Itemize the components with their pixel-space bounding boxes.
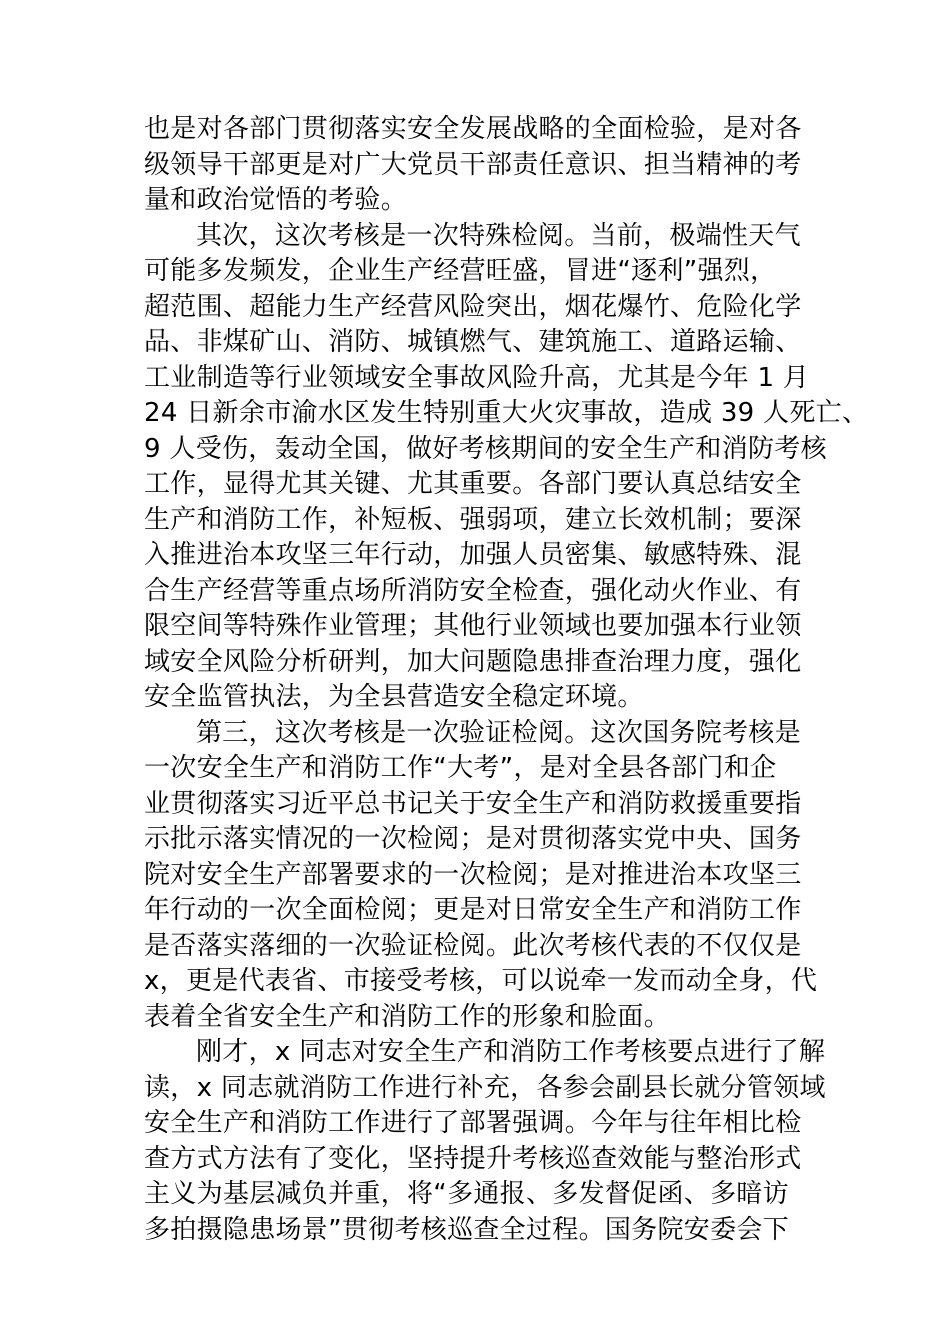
paragraph-start-line: 第三，这次考核是一次验证检阅。这次国务院考核是 <box>196 717 801 748</box>
document-body <box>144 112 869 1248</box>
text-line: 业贯彻落实习近平总书记关于安全生产和消防救援重要指 <box>144 788 802 819</box>
text-line: 也是对各部门贯彻落实安全发展战略的全面检验，是对各 <box>144 114 802 144</box>
text-line: 9 人受伤，轰动全国，做好考核期间的安全生产和消防考核 <box>144 433 827 464</box>
text-line: x，更是代表省、市接受考核，可以说牵一发而动全身，代 <box>144 966 818 996</box>
text-line: 合生产经营等重点场所消防安全检查，强化动火作业、有 <box>144 575 802 606</box>
text-line: 可能多发频发，企业生产经营旺盛，冒进“逐利”强烈， <box>144 256 777 286</box>
text-line: 限空间等特殊作业管理；其他行业领域也要加强本行业领 <box>144 611 802 641</box>
text-line: 生产和消防工作，补短板、强弱项，建立长效机制；要深 <box>144 504 802 535</box>
text-line: 量和政治觉悟的考验。 <box>144 185 408 215</box>
text-line: 示批示落实情况的一次检阅；是对贯彻落实党中央、国务 <box>144 824 802 854</box>
text-line: 表着全省安全生产和消防工作的形象和脸面。 <box>144 1001 671 1032</box>
text-line: 24 日新余市渝水区发生特别重大火灾事故，造成 39 人死亡、 <box>144 398 869 428</box>
text-line: 主义为基层减负并重，将“多通报、多发督促函、多暗访 <box>144 1179 789 1209</box>
text-line: 安全监管执法，为全县营造安全稳定环境。 <box>144 682 644 712</box>
paragraph-start-line: 刚才，x 同志对安全生产和消防工作考核要点进行了解 <box>196 1037 826 1067</box>
text-line: 安全生产和消防工作进行了部署强调。今年与往年相比检 <box>144 1108 802 1138</box>
text-line: 级领导干部更是对广大党员干部责任意识、担当精神的考 <box>144 149 802 180</box>
text-line: 院对安全生产部署要求的一次检阅；是对推进治本攻坚三 <box>144 859 802 890</box>
text-line: 是否落实落细的一次验证检阅。此次考核代表的不仅仅是 <box>144 930 802 961</box>
text-line: 读，x 同志就消防工作进行补充，各参会副县长就分管领域 <box>144 1072 826 1103</box>
text-line: 域安全风险分析研判，加大问题隐患排查治理力度，强化 <box>144 646 802 677</box>
text-line: 品、非煤矿山、消防、城镇燃气、建筑施工、道路运输、 <box>144 327 802 357</box>
text-line: 工业制造等行业领域安全事故风险升高，尤其是今年 1 月 <box>144 362 810 393</box>
text-line: 入推进治本攻坚三年行动，加强人员密集、敏感特殊、混 <box>144 540 802 570</box>
paragraph-start-line: 其次，这次考核是一次特殊检阅。当前，极端性天气 <box>196 220 801 251</box>
text-line: 查方式方法有了变化，坚持提升考核巡查效能与整治形式 <box>144 1143 802 1174</box>
text-line: 一次安全生产和消防工作“大考”，是对全县各部门和企 <box>144 753 777 783</box>
text-line: 超范围、超能力生产经营风险突出，烟花爆竹、危险化学 <box>144 291 802 322</box>
text-line: 年行动的一次全面检阅；更是对日常安全生产和消防工作 <box>144 895 802 925</box>
text-line: 多拍摄隐患场景”贯彻考核巡查全过程。国务院安委会下 <box>144 1214 789 1245</box>
text-line: 工作，显得尤其关键、尤其重要。各部门要认真总结安全 <box>144 469 802 499</box>
